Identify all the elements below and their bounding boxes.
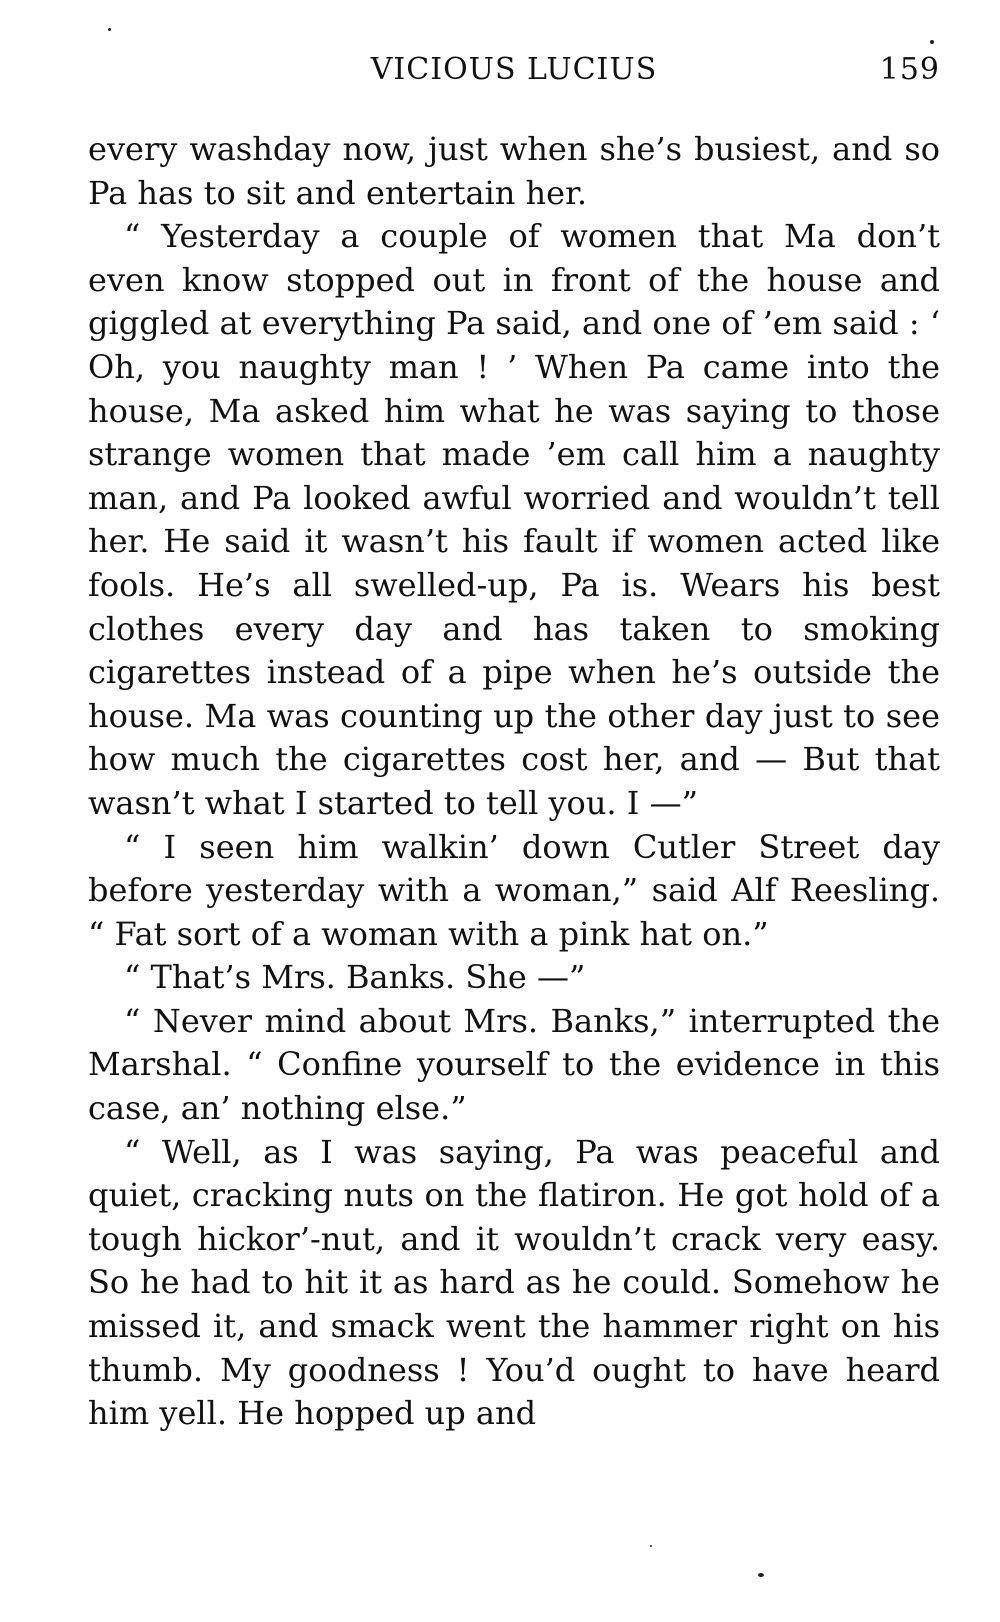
print-speck (758, 1573, 764, 1577)
paragraph-mrs-banks: “ That’s Mrs. Banks. She —” (124, 958, 586, 997)
running-title: VICIOUS LUCIUS (370, 52, 658, 87)
page-number: 159 (879, 52, 940, 87)
print-speck (650, 1545, 652, 1547)
paragraph-alf-reesling: “ I seen him walkin’ down Cutler Street day before yesterday with a woman,” said Alf Reesling. “ Fat sort of a woman with a pink hat on.” (88, 827, 940, 953)
page-header (88, 52, 940, 96)
print-speck (108, 28, 111, 31)
paragraph-marshal: “ Never mind about Mrs. Banks,” interrupted the Marshal. “ Confine yourself to the evidence in this case, an’ nothing else.” (88, 1001, 940, 1128)
paragraph-flatiron: “ Well, as I was saying, Pa was peaceful and quiet, cracking nuts on the flatiron. He got hold of a tough hickor’-nut, and it wouldn’t crack very easy. So he had to hit it as hard as he could. Somehow he missed it, and smack went the hammer right on his thumb. My goodness ! You’d ought to have heard him yell. He hopped up and (88, 1132, 940, 1433)
paragraph-yesterday: “ Yesterday a couple of women that Ma don’t even know stopped out in front of the house and giggled at everything Pa said, and one of ’em said : ‘ Oh, you naughty man ! ’ When Pa came into the house, Ma asked him what he was saying to those strange women that made ’em call him a naughty man, and Pa looked awful worried and wouldn’t tell her. He said it wasn’t his fault if women acted like fools. He’s all swelled-up, Pa is. Wears his best clothes every day and has taken to smoking cigarettes instead of a pipe when he’s outside the house. Ma was counting up the other day just to see how much the cigarettes cost her, and — But that wasn’t what I started to tell you. I —” (88, 217, 940, 822)
paragraph-continuation: every washday now, just when she’s busiest, and so Pa has to sit and entertain her. (88, 130, 940, 212)
print-speck (930, 40, 934, 44)
body-text (88, 128, 940, 1436)
